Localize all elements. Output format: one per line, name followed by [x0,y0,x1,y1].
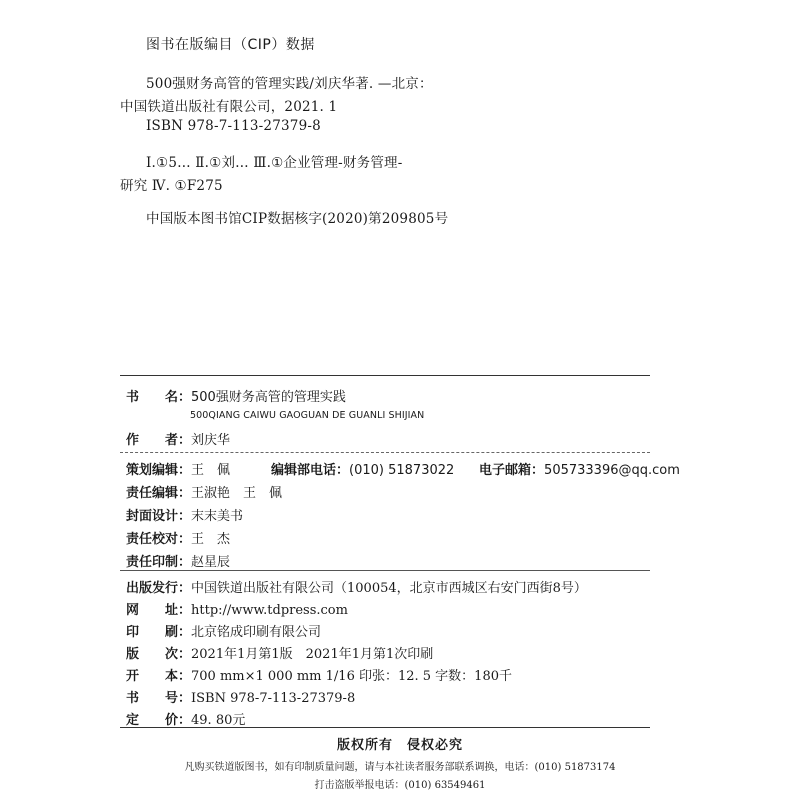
format-row [126,665,512,684]
publisher-label: 出版发行： [126,581,192,596]
proofreading-row [126,528,230,547]
responsible-editor-label: 责任编辑： [126,486,192,501]
responsible-editor-row [126,482,282,501]
editorial-phone-label: 编辑部电话： [271,463,350,478]
email-value: 505733396@qq.com [544,463,680,478]
print-manager-value: 赵星辰 [191,555,231,570]
publisher-row [126,577,587,596]
planning-editor-label: 策划编辑： [126,463,192,478]
anti-piracy-note: 打击盗版举报电话：(010) 63549461 [314,780,486,791]
email-label: 电子邮箱： [479,463,545,478]
author-value: 刘庆华 [191,433,231,448]
planning-editor-value: 王 佩 [191,463,231,478]
edition-value: 2021年1月第1版 2021年1月第1次印刷 [191,647,434,662]
quality-service-note: 凡购买铁道版图书，如有印制质量问题，请与本社读者服务部联系调换，电话：(010) 51873174 [184,762,616,773]
printer-value: 北京铭成印刷有限公司 [191,625,322,640]
divider-2 [120,570,650,571]
cip-line-2: 中国铁道出版社有限公司，2021. 1 [120,99,338,115]
cover-design-value: 末末美书 [191,509,244,524]
book-title-value: 500强财务高管的管理实践 [191,390,346,405]
book-title-pinyin: 500QIANG CAIWU GAOGUAN DE GUANLI SHIJIAN [190,410,425,421]
divider-top [120,375,650,376]
proofreading-label: 责任校对： [126,532,192,547]
website-label: 网 址： [126,603,192,618]
edition-label: 版 次： [126,647,192,662]
copyright-notice: 版权所有 侵权必究 [336,738,463,753]
isbn-value: ISBN 978-7-113-27379-8 [191,691,356,706]
cip-line-5: 研究 Ⅳ. ①F275 [120,178,223,194]
website-value: http://www.tdpress.com [191,603,348,618]
divider-dashed-1 [120,452,650,453]
website-row [126,599,348,618]
isbn-label: 书 号： [126,691,192,706]
print-manager-label: 责任印制： [126,555,192,570]
cip-line-1: 500强财务高管的管理实践/刘庆华著. —北京： [146,76,433,92]
responsible-editor-value: 王淑艳 王 佩 [191,486,283,501]
cip-line-4: Ⅰ.①5… Ⅱ.①刘… Ⅲ.①企业管理-财务管理- [146,155,403,171]
book-title-row [126,386,346,405]
printer-label: 印 刷： [126,625,192,640]
price-label: 定 价： [126,713,192,728]
isbn-row [126,687,355,706]
format-value: 700 mm×1 000 mm 1/16 印张：12. 5 字数：180千 [191,669,512,684]
cover-design-row [126,505,243,524]
edition-row [126,643,433,662]
proofreading-value: 王 杰 [191,532,231,547]
cip-line-3: ISBN 978-7-113-27379-8 [146,118,321,134]
editorial-phone-value: (010) 51873022 [349,463,455,478]
divider-bottom [120,727,650,728]
cip-line-6: 中国版本图书馆CIP数据核字(2020)第209805号 [146,211,449,227]
publisher-value: 中国铁道出版社有限公司（100054，北京市西城区右安门西街8号） [191,581,587,596]
format-label: 开 本： [126,669,192,684]
print-manager-row [126,551,230,570]
price-row [126,709,245,728]
planning-editor-row [126,459,680,478]
author-label: 作 者： [126,433,192,448]
cover-design-label: 封面设计： [126,509,192,524]
printer-row [126,621,321,640]
book-title-label: 书 名： [126,390,192,405]
cip-title: 图书在版编目（CIP）数据 [146,37,315,53]
author-row [126,429,230,448]
price-value: 49. 80元 [191,713,246,728]
